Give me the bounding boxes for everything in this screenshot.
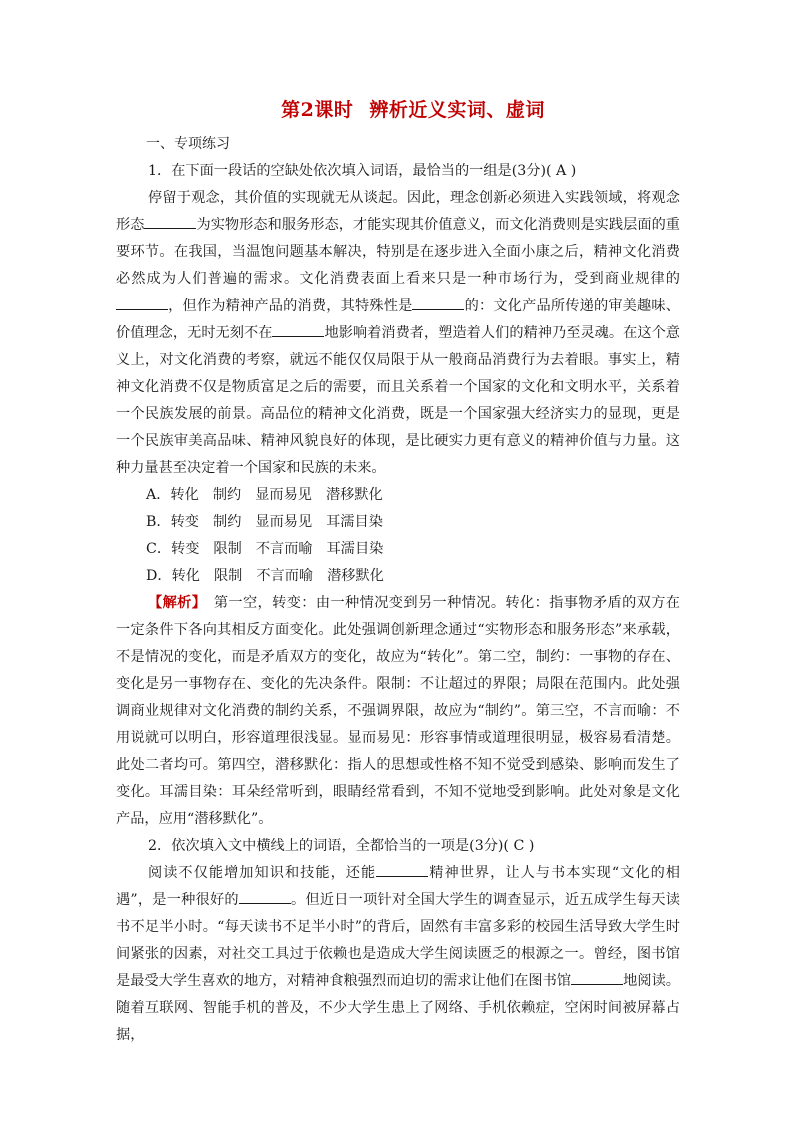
option-b: B．转变 制约 显而易见 耳濡目染 (146, 514, 383, 530)
question-2-stem: 2．依次填入文中横线上的词语，全都恰当的一项是(3分)( C ) (148, 838, 535, 854)
answer-blank (571, 970, 623, 985)
section-heading: 一、专项练习 (146, 136, 230, 152)
question-2-passage: 阅读不仅能增加知识和技能，还能 精神世界，让人与书本实现“文化的相遇”，是一种很好的 。但近日一项针对全国大学生的调查显示，近五成学生每天读书不足半小时。“每天读书不足半小时”的背后，固然有丰富多彩的校园生活导致大学生时间紧张的因素，对社交工具过于依赖也是造成大学生阅读匮乏的根源之一。曾经，图书馆是最受大学生喜欢的地方，对精神食粮强烈而迫切的需求让他们在图书馆 地阅读。随着互联网、智能手机的普及，不少大学生患上了网络、手机依赖症，空闲时间被屏幕占据， (116, 860, 680, 1049)
answer-blank (412, 295, 464, 310)
answer-blank (144, 214, 196, 229)
answer-blank (116, 295, 168, 310)
option-c: C．转变 限制 不言而喻 耳濡目染 (146, 541, 384, 557)
question-1-passage: 停留于观念，其价值的实现就无从谈起。因此，理念创新必须进入实践领域，将观念形态 为实物形态和服务形态，才能实现其价值意义，而文化消费则是实践层面的重要环节。在我国，当温饱问题基本解决，特别是在逐步进入全面小康之后，精神文化消费必然成为人们普遍的需求。文化消费表面上看来只是一种市场行为，受到商业规律的，但作为精神产品的消费，其特殊性是 的：文化产品所传递的审美趣味、价值理念，无时无刻不在 地影响着消费者，塑造着人们的精神乃至灵魂。在这个意义上，对文化消费的考察，就远不能仅仅局限于从一般商品消费行为去着眼。事实上，精神文化消费不仅是物质富足之后的需要，而且关系着一个国家的文化和文明水平，关系着一个民族发展的前景。高品位的精神文化消费，既是一个国家强大经济实力的显现，更是一个民族审美高品味、精神风貌良好的体现，是比硬实力更有意义的精神价值与力量。这种力量甚至决定着一个国家和民族的未来。 (116, 190, 680, 476)
option-d: D．转化 限制 不言而喻 潜移默化 (146, 568, 384, 584)
answer-blank (239, 889, 291, 904)
analysis-label: 【解析】 (148, 595, 200, 611)
answer-blank (376, 862, 428, 877)
page-title (146, 98, 680, 122)
title-topic: 辨析近义实词、虚词 (369, 99, 545, 121)
answer-blank (272, 322, 324, 337)
title-lesson: 第2课时 (281, 99, 354, 121)
question-1-analysis: 【解析】 第一空，转变：由一种情况变到另一种情况。转化：指事物矛盾的双方在一定条件下各向其相反方面变化。此处强调创新理念通过“实物形态和服务形态”来承载，不是情况的变化，而是矛盾双方的变化，故应为“转化”。第二空，制约：一事物的存在、变化是另一事物存在、变化的先决条件。限制：不让超过的界限；局限在范围内。此处强调商业规律对文化消费的制约关系，不强调界限，故应为“制约”。第三空，不言而喻：不用说就可以明白，形容道理很浅显。显而易见：形容事情或道理很明显，极容易看清楚。此处二者均可。第四空，潜移默化：指人的思想或性格不知不觉受到感染、影响而发生了变化。耳濡目染：耳朵经常听到，眼睛经常看到，不知不觉地受到影响。此处对象是文化产品，应用“潜移默化”。 (116, 595, 680, 827)
question-1-stem: 1．在下面一段话的空缺处依次填入词语，最恰当的一组是(3分)( A ) (148, 163, 577, 179)
option-a: A．转化 制约 显而易见 潜移默化 (146, 487, 383, 503)
